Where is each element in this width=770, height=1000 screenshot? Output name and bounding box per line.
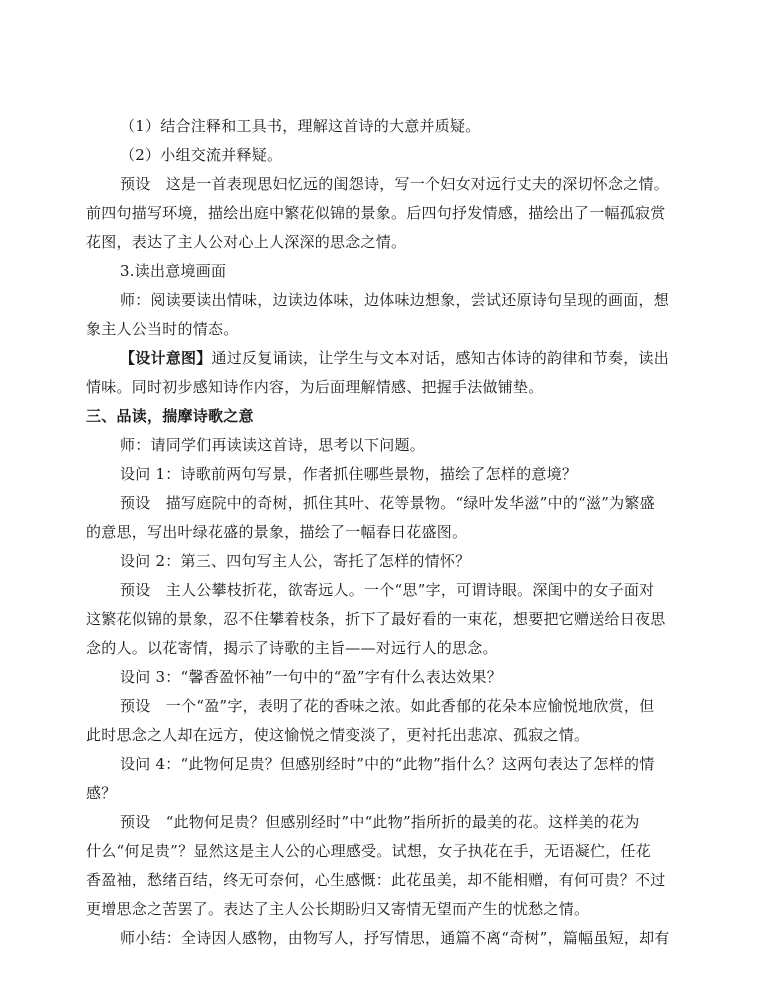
document-page bbox=[86, 112, 686, 953]
text-line: 预设 主人公攀枝折花，欲寄远人。一个“思”字，可谓诗眼。深闺中的女子面对 bbox=[120, 581, 655, 599]
text-line: 师：请同学们再读读这首诗，思考以下问题。 bbox=[120, 436, 426, 454]
text-line: （1）结合注释和工具书，理解这首诗的大意并质疑。 bbox=[120, 117, 481, 135]
text-line: （2）小组交流并释疑。 bbox=[120, 146, 283, 164]
text-line: 设问 3：“馨香盈怀袖”一句中的“盈”字有什么表达效果？ bbox=[120, 668, 502, 686]
text-line: 花图，表达了主人公对心上人深深的思念之情。 bbox=[86, 233, 407, 251]
text-line: 象主人公当时的情态。 bbox=[86, 320, 239, 338]
text-line: 预设 一个“盈”字，表明了花的香味之浓。如此香郁的花朵本应愉悦地欣赏，但 bbox=[120, 697, 655, 715]
text-line: 感？ bbox=[86, 784, 117, 802]
design-intent-label: 【设计意图】 bbox=[120, 349, 212, 367]
text-line: 香盈袖，愁绪百结，终无可奈何，心生感慨：此花虽美，却不能相赠，有何可贵？不过 bbox=[86, 871, 666, 889]
text-line bbox=[86, 344, 686, 373]
text-line: 预设 描写庭院中的奇树，抓住其叶、花等景物。“绿叶发华滋”中的“滋”为繁盛 bbox=[120, 494, 655, 512]
text-line: 什么“何足贵”？显然这是主人公的心理感受。试想，女子执花在手，无语凝伫，任花 bbox=[86, 842, 651, 860]
text-line: 这繁花似锦的景象，忍不住攀着枝条，折下了最好看的一束花，想要把它赠送给日夜思 bbox=[86, 610, 666, 628]
text-line: 预设 “此物何足贵？但感别经时”中“此物”指所折的最美的花。这样美的花为 bbox=[120, 813, 640, 831]
text-line: 设问 1：诗歌前两句写景，作者抓住哪些景物，描绘了怎样的意境？ bbox=[120, 465, 578, 483]
text-line: 师小结：全诗因人感物，由物写人，抒写情思，通篇不离“奇树”，篇幅虽短，却有 bbox=[120, 929, 670, 947]
text-line: 的意思，写出叶绿花盛的景象，描绘了一幅春日花盛图。 bbox=[86, 523, 468, 541]
text-line: 师：阅读要读出情味，边读边体味，边体味边想象，尝试还原诗句呈现的画面，想 bbox=[120, 291, 670, 309]
text-line: 情味。同时初步感知诗作内容，为后面理解情感、把握手法做铺垫。 bbox=[86, 378, 544, 396]
text-line: 此时思念之人却在远方，使这愉悦之情变淡了，更衬托出悲凉、孤寂之情。 bbox=[86, 726, 590, 744]
text-line: 念的人。以花寄情，揭示了诗歌的主旨——对远行人的思念。 bbox=[86, 639, 498, 657]
text-line: 更增思念之苦罢了。表达了主人公长期盼归又寄情无望而产生的忧愁之情。 bbox=[86, 900, 590, 918]
text-line: 3.读出意境画面 bbox=[120, 262, 227, 280]
text-line: 前四句描写环境，描绘出庭中繁花似锦的景象。后四句抒发情感，描绘出了一幅孤寂赏 bbox=[86, 204, 666, 222]
text-line: 预设 这是一首表现思妇忆远的闺怨诗，写一个妇女对远行丈夫的深切怀念之情。 bbox=[120, 175, 670, 193]
text-line: 设问 4：“此物何足贵？但感别经时”中的“此物”指什么？这两句表达了怎样的情 bbox=[120, 755, 655, 773]
section-heading: 三、品读，揣摩诗歌之意 bbox=[86, 407, 254, 425]
text-line: 设问 2：第三、四句写主人公，寄托了怎样的情怀？ bbox=[120, 552, 471, 570]
text-line-content: 通过反复诵读，让学生与文本对话，感知古体诗的韵律和节奏，读出 bbox=[211, 349, 670, 367]
